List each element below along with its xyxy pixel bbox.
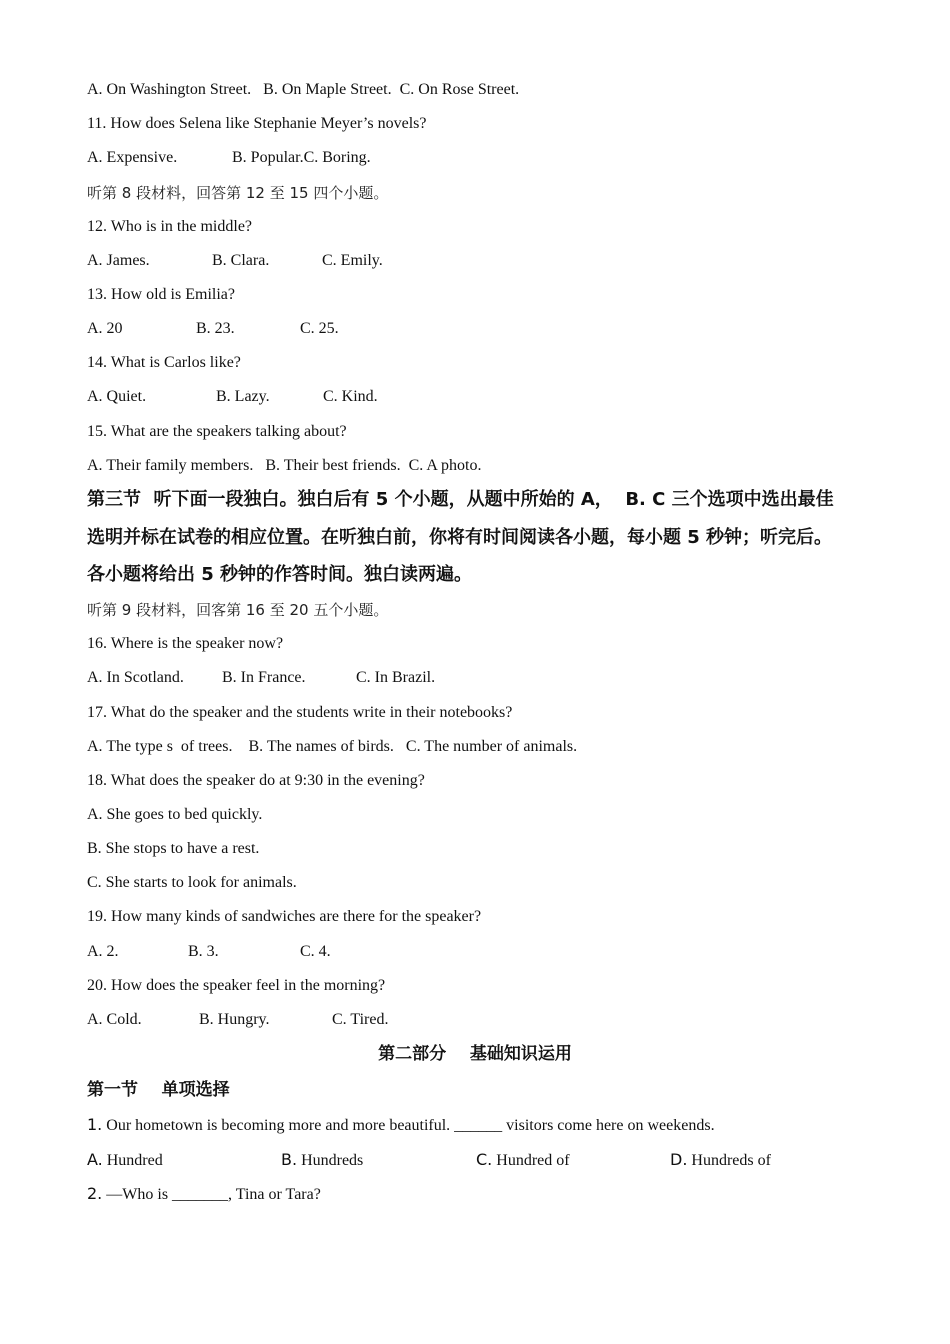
- section3-instruction-line2: 选明并标在试卷的相应位置。在听独白前，你将有时间阅读各小题，每小题 5 秒钟；听完后。: [87, 527, 833, 548]
- mc1-option-c-label: C.: [476, 1150, 493, 1169]
- mc1-question-line: [87, 1115, 715, 1136]
- mc2-question-line: [87, 1184, 321, 1205]
- q13-option-a: A. 20: [87, 320, 123, 337]
- q20-option-b: B. Hungry.: [199, 1011, 270, 1028]
- mc1-option-d-text: Hundreds of: [691, 1152, 771, 1169]
- mc1-option-b-text: Hundreds: [301, 1152, 364, 1169]
- mc1-option-b-label: B.: [281, 1150, 298, 1169]
- q11-option-a: A. Expensive.: [87, 149, 178, 166]
- q12-option-c: C. Emily.: [322, 252, 383, 269]
- q19-question: 19. How many kinds of sandwiches are there for the speaker?: [87, 908, 482, 925]
- q16-option-c: C. In Brazil.: [356, 669, 436, 686]
- section3-instruction-line3: 各小题将给出 5 秒钟的作答时间。独白读两遍。: [87, 564, 473, 585]
- q13-option-b: B. 23.: [196, 320, 235, 337]
- q18-option-b: B. She stops to have a rest.: [87, 840, 260, 857]
- q11-question: 11. How does Selena like Stephanie Meyer’s novels?: [87, 115, 427, 132]
- part2-section1-title: 第一节 单项选择: [87, 1080, 230, 1100]
- q16-option-b: B. In France.: [222, 669, 306, 686]
- q12-option-b: B. Clara.: [212, 252, 270, 269]
- q18-question: 18. What does the speaker do at 9:30 in the evening?: [87, 772, 425, 789]
- mc1-option-a-label: A.: [87, 1150, 103, 1169]
- q18-option-c: C. She starts to look for animals.: [87, 874, 297, 891]
- q10-options: A. On Washington Street. B. On Maple Street. C. On Rose Street.: [87, 81, 520, 98]
- q20-option-a: A. Cold.: [87, 1011, 142, 1028]
- mc1-option-a: [87, 1150, 163, 1171]
- part2-title: 第二部分 基础知识运用: [378, 1044, 572, 1064]
- q16-question: 16. Where is the speaker now?: [87, 635, 284, 652]
- q13-question: 13. How old is Emilia?: [87, 286, 235, 303]
- q12-question: 12. Who is in the middle?: [87, 218, 253, 235]
- mc1-option-a-text: Hundred: [106, 1152, 163, 1169]
- q11-option-bc: B. Popular.C. Boring.: [232, 149, 371, 166]
- q20-question: 20. How does the speaker feel in the morning?: [87, 977, 386, 994]
- q19-option-c: C. 4.: [300, 943, 331, 960]
- mc1-question-text: Our hometown is becoming more and more beautiful. ______ visitors come here on weekends.: [106, 1117, 715, 1134]
- q14-option-a: A. Quiet.: [87, 388, 147, 405]
- q13-option-c: C. 25.: [300, 320, 339, 337]
- q14-question: 14. What is Carlos like?: [87, 354, 241, 371]
- mc1-option-d-label: D.: [670, 1150, 688, 1169]
- mc1-option-c-text: Hundred of: [496, 1152, 570, 1169]
- section3-instruction-line1: 第三节 听下面一段独白。独白后有 5 个小题，从题中所始的 A， B. C 三个选项中选出最佳: [87, 489, 834, 510]
- mc1-number: 1.: [87, 1115, 103, 1134]
- q14-option-c: C. Kind.: [323, 388, 378, 405]
- mc2-number: 2.: [87, 1184, 103, 1203]
- q16-option-a: A. In Scotland.: [87, 669, 184, 686]
- q17-question: 17. What do the speaker and the students write in their notebooks?: [87, 704, 513, 721]
- q15-question: 15. What are the speakers talking about?: [87, 423, 347, 440]
- q14-option-b: B. Lazy.: [216, 388, 270, 405]
- q19-option-a: A. 2.: [87, 943, 119, 960]
- q17-options: A. The type s of trees. B. The names of birds. C. The number of animals.: [87, 738, 578, 755]
- mc1-option-d: [670, 1150, 771, 1171]
- q18-option-a: A. She goes to bed quickly.: [87, 806, 263, 823]
- mc1-option-c: [476, 1150, 570, 1171]
- q12-option-a: A. James.: [87, 252, 150, 269]
- mc1-option-b: [281, 1150, 363, 1171]
- q15-options: A. Their family members. B. Their best friends. C. A photo.: [87, 457, 482, 474]
- q20-option-c: C. Tired.: [332, 1011, 389, 1028]
- q19-option-b: B. 3.: [188, 943, 219, 960]
- passage9-instruction: 听第 9 段材料，回客第 16 至 20 五个小题。: [87, 601, 389, 619]
- passage8-instruction: 听第 8 段材料，回答第 12 至 15 四个小题。: [87, 184, 389, 202]
- mc2-question-text: —Who is _______, Tina or Tara?: [106, 1186, 321, 1203]
